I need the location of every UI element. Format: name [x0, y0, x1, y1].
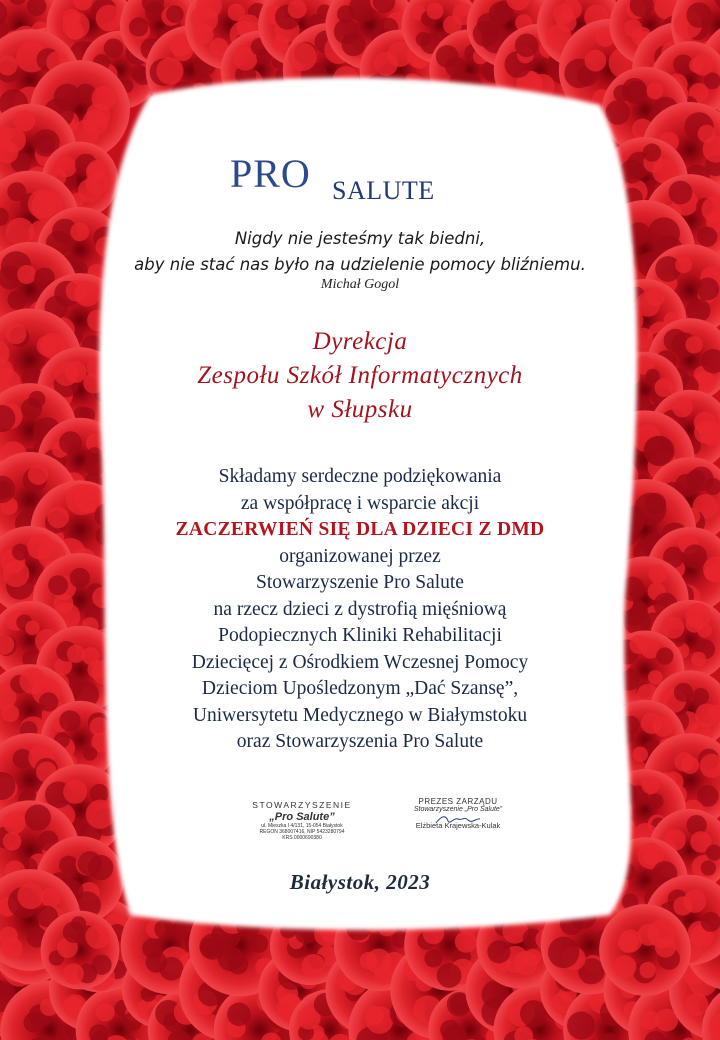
recipient-block — [100, 325, 620, 427]
body-line: organizowanej przez — [279, 545, 441, 567]
stamp-krs: KRS 0000690380 — [282, 835, 322, 841]
signature-org: Stowarzyszenie „Pro Salute” — [413, 806, 503, 813]
recipient-line: Dyrekcja — [312, 328, 408, 355]
logo-salute-text: SALUTE — [332, 176, 435, 205]
body-line: oraz Stowarzyszenia Pro Salute — [236, 731, 484, 752]
stamp-name: „Pro Salute” — [269, 811, 335, 823]
quote-author: Michał Gogol — [320, 277, 400, 292]
body-line: Uniwersytetu Medycznego w Białymstoku — [192, 704, 528, 726]
campaign-name: ZACZERWIEŃ SIĘ DLA DZIECI Z DMD — [175, 519, 545, 540]
stamp-address: ul. Mieszka I 4/131, 15-054 Białystok — [261, 823, 343, 829]
stamp-regon: REGON 368007416, NIP 5423280794 — [259, 829, 345, 835]
body-line: Stowarzyszenie Pro Salute — [256, 572, 464, 593]
body-line: Składamy serdeczne podziękowania — [218, 466, 502, 487]
body-line: na rzecz dzieci z dystrofią mięśniową — [213, 598, 507, 620]
recipient-line: w Słupsku — [307, 396, 413, 423]
logo-pro-text: PRO — [230, 151, 311, 196]
recipient-line: Zespołu Szkół Informatycznych — [197, 362, 523, 389]
pro-salute-logo — [230, 150, 500, 212]
signature-title: PREZES ZARZĄDU — [418, 797, 498, 806]
body-line: Dzieciom Upośledzonym „Dać Szansę”, — [201, 678, 519, 699]
place-and-date: Białystok, 2023 — [289, 870, 431, 894]
stamp-org: STOWARZYSZENIE — [252, 800, 352, 810]
motto-quote — [100, 226, 620, 278]
carnation-bloom — [41, 911, 120, 990]
organization-stamp — [238, 800, 366, 848]
quote-line: Nigdy nie jesteśmy tak biedni, — [234, 229, 486, 248]
body-line: Dziecięcej z Ośrodkiem Wczesnej Pomocy — [191, 651, 529, 673]
president-signature-stamp — [396, 797, 520, 845]
thanks-body — [100, 464, 620, 756]
signature-name: Elżbieta Krajewska-Kulak — [415, 821, 501, 830]
body-line: Podopiecznych Kliniki Rehabilitacji — [218, 625, 502, 646]
body-line: za współpracę i wsparcie akcji — [240, 492, 480, 514]
quote-line: aby nie stać nas było na udzielenie pomocy bliźniemu. — [134, 255, 586, 274]
carnation-bloom — [599, 904, 691, 996]
handwritten-signature-icon — [434, 813, 482, 827]
